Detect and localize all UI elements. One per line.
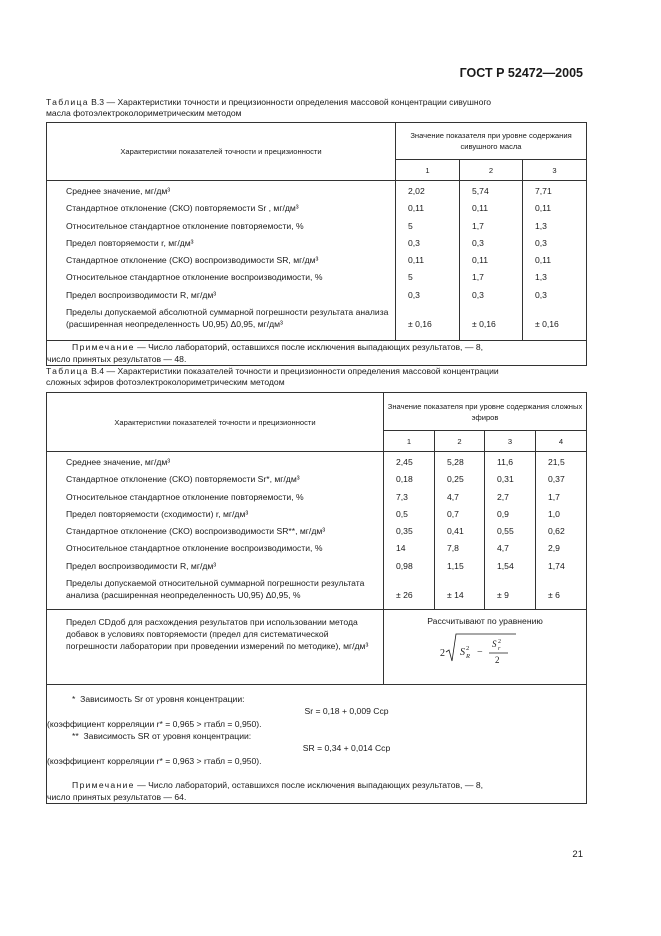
page-number: 21 [572,849,583,860]
table3-caption-label: Таблица [46,97,89,107]
table3-row-label: Стандартное отклонение (СКО) повторяемости Sr , мг/дм³ [66,203,299,214]
svg-text:−: − [477,647,483,659]
table4-cell: ± 6 [548,590,560,601]
table3-level-2: 2 [460,160,523,181]
table4-cell: 0,9 [497,508,509,519]
table3-cell: 0,11 [472,255,489,266]
footnote-1-text: Зависимость Sr от уровня концентрации: [80,694,245,705]
table4-caption-line2: сложных эфиров фотоэлектроколориметрическим методом [46,377,285,387]
table3-row-label: Предел воспроизводимости R, мг/дм³ [66,289,217,300]
table4-col-2 [435,452,485,610]
table4-note-text: — Число лабораторий, оставшихся после исключения выпадающих результатов, — 8, [134,780,483,791]
table4-cell: 0,18 [396,474,413,485]
table3-row-label: Предел повторяемости r, мг/дм³ [66,237,194,248]
table3-cell: 0,11 [408,255,425,266]
table4-cell: 0,37 [548,474,565,485]
table4-cell: 2,7 [497,491,509,502]
table3-note-text: — Число лабораторий, оставшихся после исключения выпадающих результатов, — 8, [134,342,483,353]
table4-cell: 1,0 [548,508,560,519]
table3-cell: 0,3 [472,289,484,300]
table3-cell: 5 [408,272,413,283]
table4-caption-line1: В.4 — Характеристики показателей точности и прецизионности определения массовой концентрации [88,366,499,376]
table3-row-label: Среднее значение, мг/дм³ [66,186,171,196]
table4-level-4: 4 [536,431,587,452]
table3-cell: 5,74 [472,186,489,196]
table3-col-header: Характеристики показателей точности и прецизионности [47,123,396,181]
table4-cell: 7,8 [447,543,459,554]
table3-cell: 1,7 [472,220,484,231]
table3-cell: 1,7 [472,272,484,283]
table4-cell: 21,5 [548,457,565,467]
table4-cell: 5,28 [447,457,464,467]
table4-col-3 [485,452,536,610]
table4-cell: 7,3 [396,491,408,502]
table3-cell: 1,3 [535,272,547,283]
table3-note-text2: число принятых результатов — 48. [47,354,187,365]
table4-cell: ± 9 [497,590,509,601]
table4-cell: 11,6 [497,457,514,467]
table4-cell: 0,41 [447,526,464,537]
sqrt-formula-graphic [384,628,587,670]
table3-cell: 0,11 [535,255,552,266]
table4-cell: 2,9 [548,543,560,554]
table3-caption-line1: В.3 — Характеристики точности и прецизионности определения массовой концентрации сивушного [88,97,492,107]
table3-row-label: Относительное стандартное отклонение повторяемости, % [66,220,304,231]
table4-col-header: Характеристики показателей точности и прецизионности [47,393,384,452]
table4-group-header: Значение показателя при уровне содержания сложных эфиров [384,393,587,431]
footnote-2-mark: ** [72,731,79,742]
table3-group-header: Значение показателя при уровне содержания сивушного масла [396,123,587,160]
table4-cell: 0,5 [396,508,408,519]
table4-caption-label: Таблица [46,366,89,376]
svg-text:r: r [498,646,501,653]
table3-cell: 0,3 [472,237,484,248]
table4-cell: 14 [396,543,406,554]
table3-note-label: Примечание [72,342,135,353]
table3-cell: 0,11 [408,203,425,214]
table4-row-label: Относительное стандартное отклонение повторяемости, % [66,491,304,502]
table3-cell: 2,02 [408,186,425,196]
table3-caption-line2: масла фотоэлектроколориметрическим методом [46,108,242,118]
table3-col-1 [396,181,460,341]
table4-level-2: 2 [435,431,485,452]
table4-cd-value-cell [384,610,587,685]
footnote-1-correlation: (коэффициент корреляции r* = 0,965 > rтабл = 0,950). [47,719,262,730]
table3-col-3 [523,181,587,341]
table4-cell: 1,54 [497,560,514,571]
table4-cd-label: Предел CDдоб для расхождения результатов при использовании метода добавок в условиях повторяемости (предел для систематической погрешности лаборатории при проведении измерений по методике), мг/дм³ [47,610,384,685]
table3-labels [47,181,396,341]
table4-row-label: Предел повторяемости (сходимости) r, мг/дм³ [66,508,249,519]
table4-cell: 0,62 [548,526,565,537]
footnote-2-correlation: (коэффициент корреляции r* = 0,963 > rтабл = 0,950). [47,756,262,767]
table4-cell: 0,35 [396,526,413,537]
svg-text:2: 2 [495,655,500,666]
table4 [46,392,587,804]
table4-level-1: 1 [384,431,435,452]
table3-cell: 0,3 [535,237,547,248]
table3-cell: 0,3 [408,289,420,300]
table4-row-label: Стандартное отклонение (СКО) воспроизводимости SR**, мг/дм³ [66,526,326,537]
table3-cell: 1,3 [535,220,547,231]
table4-cell: 1,74 [548,560,565,571]
table4-cd-value: Рассчитывают по уравнению [427,616,543,627]
table4-cell: 1,15 [447,560,464,571]
svg-text:S: S [492,639,497,650]
table4-row-label: Стандартное отклонение (СКО) повторяемости Sr*, мг/дм³ [66,474,300,485]
table4-note-text2: число принятых результатов — 64. [47,792,187,803]
table3-cell: 0,3 [408,237,420,248]
table4-level-3: 3 [485,431,536,452]
footnote-2-formula: SR = 0,34 + 0,014 Cср [302,743,391,754]
table4-cell: 4,7 [497,543,509,554]
table4-cell: 0,55 [497,526,514,537]
table4-col-1 [384,452,435,610]
table3-cell: ± 0,16 [472,319,496,330]
table4-cell: 2,45 [396,457,413,467]
footnote-1-formula: Sr = 0,18 + 0,009 Cср [304,706,389,717]
table3-level-3: 3 [523,160,587,181]
standard-header: ГОСТ Р 52472—2005 [459,66,583,80]
footnote-1-mark: * [72,694,76,705]
svg-text:S: S [460,647,465,659]
table3-note [47,341,587,366]
table4-row-label: Пределы допускаемой относительной суммарной погрешности результата анализа (расширенная неопределенность U0,95) Δ0,95, % [66,578,365,601]
table3-cell: ± 0,16 [408,319,432,330]
footnote-2-text: Зависимость SR от уровня концентрации: [83,731,252,742]
table4-col-4 [536,452,587,610]
table3-cell: 7,71 [535,186,552,196]
table4-row-label: Среднее значение, мг/дм³ [66,457,171,467]
svg-text:R: R [466,653,470,661]
svg-text:2: 2 [440,648,445,660]
table4-cell: 0,7 [447,508,459,519]
table3 [46,122,587,366]
table3-row-label: Стандартное отклонение (СКО) воспроизводимости SR, мг/дм³ [66,255,319,266]
table3-caption [46,97,586,119]
table4-cell: ± 14 [447,590,464,601]
table4-caption [46,366,586,388]
table4-cell: 0,25 [447,474,464,485]
table3-row-label: Пределы допускаемой абсолютной суммарной погрешности результата анализа (расширенная неопределенность U0,95) Δ0,95, мг/дм³ [66,307,389,330]
table3-cell: 0,3 [535,289,547,300]
table4-note-label: Примечание [72,780,135,791]
table3-level-1: 1 [396,160,460,181]
table4-cell: 0,98 [396,560,413,571]
svg-text:2: 2 [498,639,501,646]
table3-row-label: Относительное стандартное отклонение воспроизводимости, % [66,272,323,283]
table3-cell: ± 0,16 [535,319,559,330]
table4-row-label: Предел воспроизводимости R, мг/дм³ [66,560,217,571]
table4-labels [47,452,384,610]
table4-cell: 0,31 [497,474,514,485]
table3-cell: 5 [408,220,413,231]
table4-cell: ± 26 [396,590,413,601]
table3-cell: 0,11 [472,203,489,214]
table3-col-2 [460,181,523,341]
svg-text:2: 2 [466,645,470,653]
table3-cell: 0,11 [535,203,552,214]
table4-cell: 4,7 [447,491,459,502]
table4-row-label: Относительное стандартное отклонение воспроизводимости, % [66,543,323,554]
table4-footnotes [47,685,587,804]
table4-cell: 1,7 [548,491,560,502]
